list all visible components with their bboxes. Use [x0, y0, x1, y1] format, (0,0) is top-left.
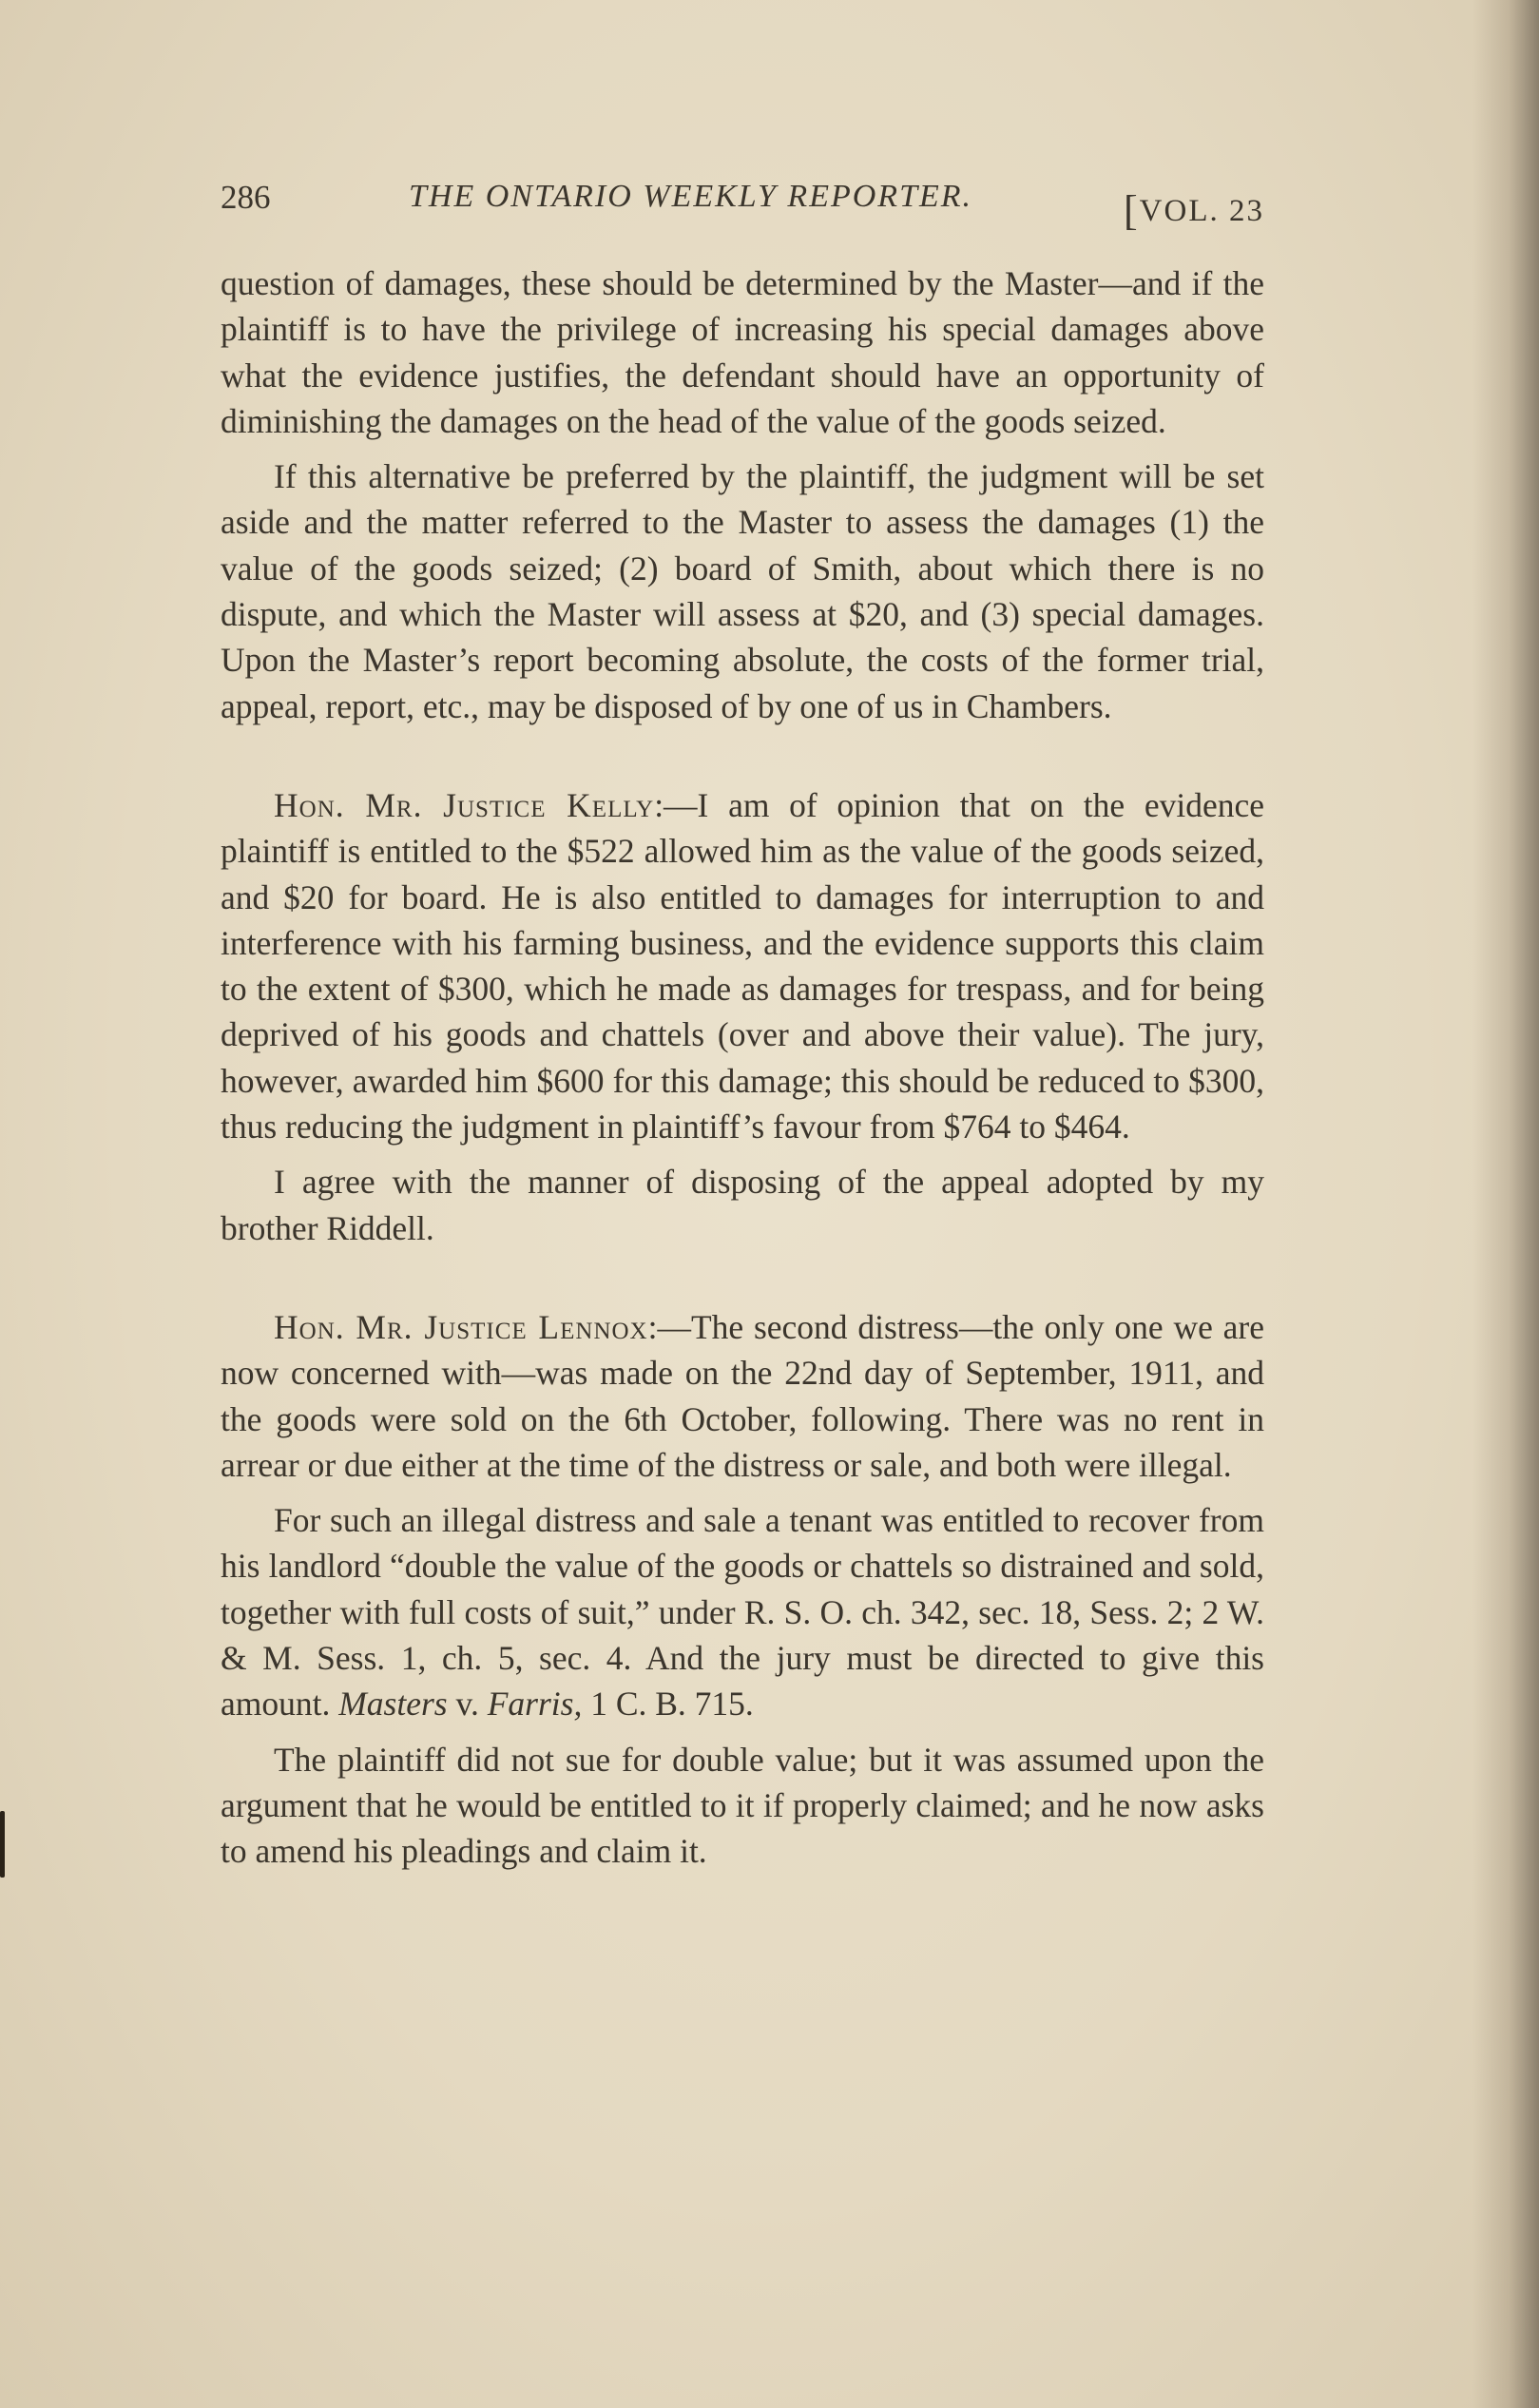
running-header [221, 179, 1264, 234]
paragraph-lennox-2 [221, 1497, 1264, 1726]
lennox-p2-text: For such an illegal distress and sale a tenant was entitled to recover from his landlord “double the value of the goods or chattels so distrained and sold, together with full costs of suit,” under R. S. O. ch. 342, sec. 18, Sess. 2; 2 W. & M. Sess. 1, ch. 5, sec. 4. And the jury must be directed to give this amount. [221, 1501, 1264, 1724]
case-versus: v. [447, 1685, 488, 1724]
volume-bracket: [ [1124, 187, 1140, 234]
case-name-masters: Masters [338, 1685, 448, 1724]
spine-shadow [1472, 0, 1539, 2408]
paragraph-alternative: If this alternative be preferred by the plaintiff, the judgment will be set aside and the matter referred to the Master to assess the damages (1) the value of the goods seized; (2) board of Smith, about which there is no dispute, and which the Master will assess at $20, and (3) special damages. Upon the Master’s report becoming absolute, the costs of the former trial, appeal, report, etc., may be disposed of by one of us in Chambers. [221, 457, 1264, 725]
paragraph-continuation: question of damages, these should be determined by the Master—and if the plaintiff is to have the privilege of increasing his special damages above what the evidence justifies, the defendant should have an opportunity of diminishing the damages on the head of the value of the goods seized. [221, 264, 1264, 440]
volume-number: VOL. 23 [1139, 194, 1264, 228]
paragraph-kelly-1 [221, 782, 1264, 1149]
opinion-lennox [221, 1304, 1264, 1875]
kelly-text: :—I am of opinion that on the evidence plaintiff is entitled to the $522 allowed him as the value of the goods seized, and $20 for board. He is also entitled to damages for interruption to and interference with his farming business, and the evidence supports this claim to the extent of $300, which he made as damages for trespass, and for being deprived of his goods and chattels (over and above their value). The jury, however, awarded him $600 for this damage; this should be reduced to $300, thus reducing the judgment in plaintiff’s favour from $764 to $464. [221, 785, 1264, 1146]
case-citation: 1 C. B. 715. [582, 1685, 754, 1724]
lennox-text: :—The second distress—the only one we are now concerned with—was made on the 22nd day of September, 1911, and the goods were sold on the 6th October, following. There was no rent in arrear or due either at the time of the distress or sale, and both were illegal. [221, 1307, 1264, 1484]
text-column [221, 179, 1264, 1875]
speaker-lennox: Hon. Mr. Justice Lennox [274, 1307, 648, 1346]
volume-label [1124, 183, 1264, 234]
paragraph-lennox-1 [221, 1304, 1264, 1488]
case-name-farris: Farris, [487, 1685, 583, 1724]
margin-mark [0, 1811, 5, 1878]
paragraph-lennox-3: The plaintiff did not sue for double value; but it was assumed upon the argument that he would be entitled to it if properly claimed; and he now asks to amend his pleadings and claim it. [221, 1740, 1264, 1871]
running-title: THE ONTARIO WEEKLY REPORTER. [409, 179, 973, 214]
speaker-kelly: Hon. Mr. Justice Kelly [274, 785, 655, 824]
opinion-kelly [221, 782, 1264, 1251]
paragraph-kelly-2: I agree with the manner of disposing of the appeal adopted by my brother Riddell. [221, 1163, 1264, 1247]
page-number: 286 [221, 179, 271, 216]
